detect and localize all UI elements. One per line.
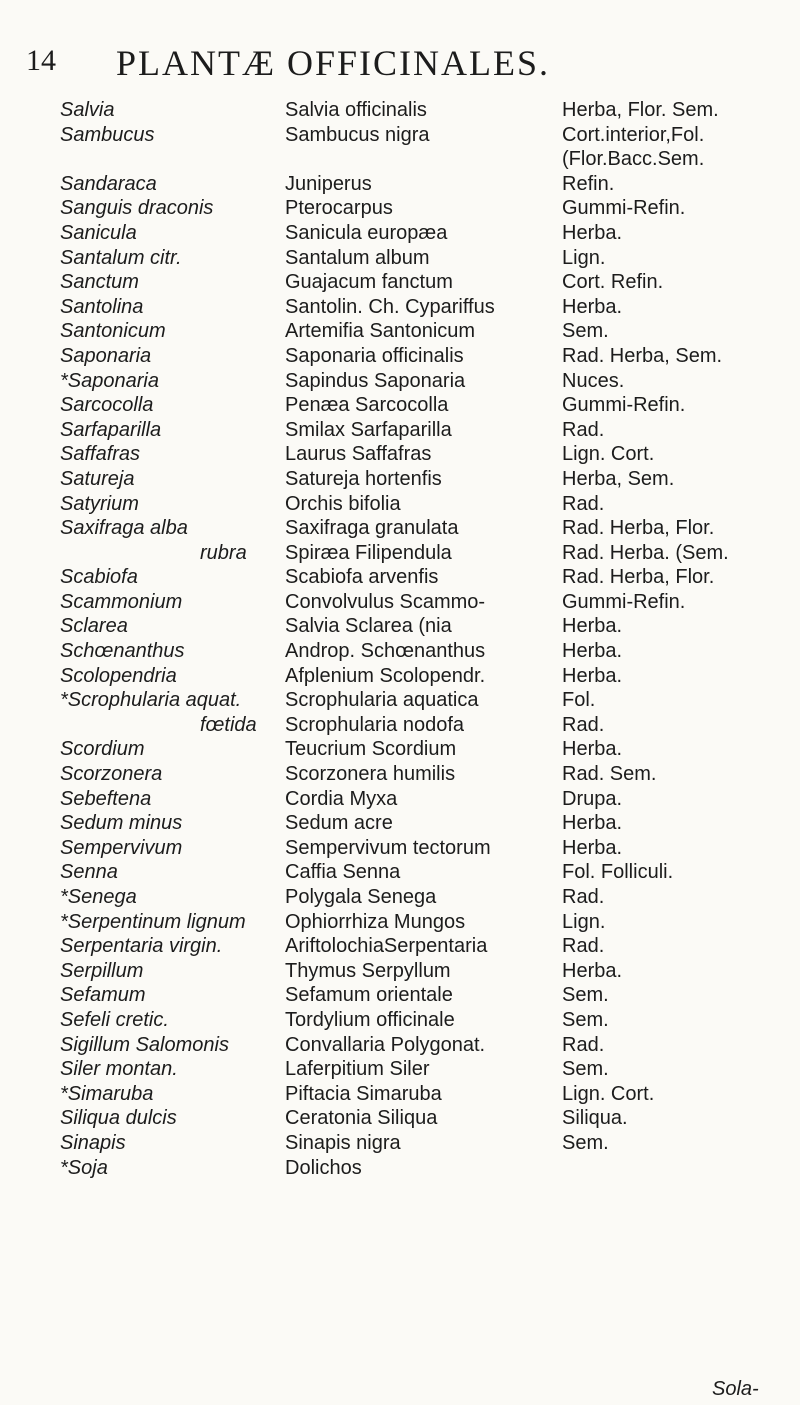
officinal-name: Siler montan. (60, 1058, 178, 1081)
plant-part: Cort.interior,Fol. (562, 123, 705, 146)
officinal-name: Scorzonera (60, 763, 163, 786)
plant-part: Drupa. (562, 787, 623, 810)
plant-part: Refin. (562, 172, 615, 195)
plant-part: Sem. (562, 320, 609, 343)
officinal-name: *Senega (60, 886, 137, 908)
plant-part: Fol. Folliculi. (562, 861, 674, 884)
botanical-name: Scabiofa arvenfis (285, 566, 439, 589)
botanical-name: Androp. Schœnanthus (285, 640, 486, 663)
botanical-name: Sinapis nigra (285, 1131, 401, 1154)
botanical-name: Laferpitium Siler (285, 1058, 430, 1081)
officinal-name: *Soja (60, 1156, 108, 1179)
list-item (0, 762, 800, 787)
botanical-name: Salvia Sclarea (nia (285, 615, 452, 638)
list-item (0, 516, 800, 541)
officinal-name: Sandaraca (60, 172, 157, 195)
officinal-name: Santonicum (60, 320, 166, 343)
plant-part: Rad. Herba. (Sem. (562, 541, 729, 564)
botanical-name: Dolichos (285, 1156, 362, 1179)
page-header (26, 34, 786, 84)
plant-part: Lign. (562, 246, 606, 269)
officinal-name: Sarfaparilla (60, 418, 162, 441)
officinal-name: Sebeftena (60, 787, 152, 810)
list-item (0, 1156, 800, 1181)
officinal-name: Sinapis (60, 1131, 126, 1154)
plant-part: Rad. (562, 492, 605, 515)
botanical-name: Sambucus nigra (285, 123, 430, 146)
plant-part: Cort. Refin. (562, 271, 664, 294)
plant-part: Lign. Cort. (562, 1082, 655, 1105)
officinal-name: Scordium (60, 738, 145, 761)
list-item (0, 590, 800, 615)
officinal-name: *Scrophularia aquat. (60, 689, 242, 712)
list-item (0, 688, 800, 713)
officinal-name: Sefeli cretic. (60, 1008, 169, 1031)
officinal-name: Senna (60, 861, 118, 884)
officinal-name: Sedum minus (60, 812, 183, 835)
list-item (0, 713, 800, 738)
list-item (0, 393, 800, 418)
list-item (0, 98, 800, 123)
plant-part: Gummi-Refin. (562, 590, 686, 613)
botanical-name: Salvia officinalis (285, 99, 427, 121)
list-item (0, 639, 800, 664)
botanical-name: Pterocarpus (285, 197, 393, 220)
list-item (0, 492, 800, 517)
list-item (0, 442, 800, 467)
list-item (0, 344, 800, 369)
botanical-name: Convolvulus Scammo- (285, 590, 486, 613)
botanical-name: Ophiorrhiza Mungos (285, 910, 466, 933)
plant-part: Herba. (562, 812, 623, 835)
botanical-name: Tordylium officinale (285, 1008, 455, 1031)
plant-part: Sem. (562, 1008, 609, 1031)
plant-part: Rad. (562, 418, 605, 441)
list-item (0, 541, 800, 566)
officinal-name: Sanctum (60, 271, 139, 294)
officinal-name: Serpillum (60, 959, 144, 982)
botanical-name: Satureja hortenfis (285, 467, 442, 490)
botanical-name: Guajacum fanctum (285, 271, 453, 294)
list-item (0, 910, 800, 935)
officinal-name: Santolina (60, 295, 144, 318)
botanical-name: Scrophularia nodofa (285, 713, 465, 736)
officinal-name: Sclarea (60, 615, 128, 638)
list-item (0, 147, 800, 172)
plant-part: Lign. Cort. (562, 443, 655, 466)
plant-part: Rad. (562, 886, 605, 908)
botanical-name: AriftolochiaSerpentaria (285, 935, 488, 958)
botanical-name: Santolin. Ch. Cypariffus (285, 295, 495, 318)
botanical-name: Scrophularia aquatica (285, 689, 479, 712)
botanical-name: Smilax Sarfaparilla (285, 418, 452, 441)
plant-part: Rad. Herba, Flor. (562, 517, 715, 540)
botanical-name: Artemifia Santonicum (285, 320, 476, 343)
plant-part: Rad. (562, 935, 605, 958)
officinal-name: fœtida (200, 713, 257, 736)
plant-part: Herba. (562, 664, 623, 687)
botanical-name: Sedum acre (285, 812, 393, 835)
list-item (0, 614, 800, 639)
botanical-name: Ceratonia Siliqua (285, 1107, 438, 1130)
list-item (0, 565, 800, 590)
plant-part: Herba. (562, 615, 623, 638)
list-item (0, 418, 800, 443)
plant-part: Nuces. (562, 369, 625, 392)
officinal-name: Sarcocolla (60, 394, 154, 417)
botanical-name: Caffia Senna (285, 861, 401, 884)
plant-part: Rad. (562, 1033, 605, 1056)
plant-part: (Flor.Bacc.Sem. (562, 148, 705, 171)
list-item (0, 467, 800, 492)
plant-part: Herba. (562, 738, 623, 761)
list-item (0, 860, 800, 885)
officinal-name: Sanguis draconis (60, 197, 214, 220)
list-item (0, 885, 800, 910)
plant-part: Rad. Herba, Sem. (562, 344, 723, 367)
list-item (0, 270, 800, 295)
list-item (0, 836, 800, 861)
botanical-name: Scorzonera humilis (285, 763, 456, 786)
list-item (0, 295, 800, 320)
officinal-name: Satureja (60, 467, 135, 490)
botanical-name: Laurus Saffafras (285, 443, 432, 466)
officinal-name: *Saponaria (60, 369, 159, 392)
list-item (0, 1082, 800, 1107)
list-item (0, 959, 800, 984)
botanical-name: Saxifraga granulata (285, 517, 459, 540)
plant-part: Sem. (562, 1058, 609, 1081)
plant-part: Rad. Sem. (562, 763, 657, 786)
officinal-name: Sefamum (60, 984, 146, 1007)
officinal-name: Sigillum Salomonis (60, 1033, 229, 1056)
catchword: Sola- (712, 1378, 759, 1400)
list-item (0, 787, 800, 812)
plant-part: Fol. (562, 689, 596, 712)
officinal-name: Saponaria (60, 344, 152, 367)
plant-part: Herba. (562, 295, 623, 318)
officinal-name: Salvia (60, 99, 115, 121)
list-item (0, 664, 800, 689)
plant-part: Herba. (562, 836, 623, 859)
officinal-name: Schœnanthus (60, 640, 185, 663)
plant-part: Herba, Sem. (562, 467, 675, 490)
botanical-name: Cordia Myxa (285, 787, 398, 810)
officinal-name: Satyrium (60, 492, 139, 515)
list-item (0, 1008, 800, 1033)
officinal-name: Sanicula (60, 221, 137, 244)
botanical-name: Piftacia Simaruba (285, 1082, 442, 1105)
list-item (0, 246, 800, 271)
officinal-name: *Serpentinum lignum (60, 910, 246, 933)
plant-part: Siliqua. (562, 1107, 628, 1130)
officinal-name: Saffafras (60, 443, 141, 466)
plant-part: Gummi-Refin. (562, 394, 686, 417)
officinal-name: Santalum citr. (60, 246, 182, 269)
list-item (0, 1106, 800, 1131)
botanical-name: Penæa Sarcocolla (285, 394, 449, 417)
plant-part: Rad. Herba, Flor. (562, 566, 715, 589)
botanical-name: Teucrium Scordium (285, 738, 457, 761)
plant-part: Herba. (562, 221, 623, 244)
botanical-name: Santalum album (285, 246, 430, 269)
plant-list (0, 98, 800, 1180)
list-item (0, 811, 800, 836)
list-item (0, 319, 800, 344)
page-number: 14 (26, 44, 56, 77)
plant-part: Rad. (562, 713, 605, 736)
officinal-name: Saxifraga alba (60, 517, 188, 540)
running-title: PLANTÆ OFFICINALES. (116, 43, 551, 83)
botanical-name: Polygala Senega (285, 886, 437, 908)
list-item (0, 1131, 800, 1156)
botanical-name: Sapindus Saponaria (285, 369, 466, 392)
officinal-name: Siliqua dulcis (60, 1107, 177, 1130)
plant-part: Gummi-Refin. (562, 197, 686, 220)
officinal-name: rubra (200, 541, 247, 564)
list-item (0, 983, 800, 1008)
plant-part: Herba, Flor. Sem. (562, 99, 719, 121)
plant-part: Sem. (562, 984, 609, 1007)
list-item (0, 369, 800, 394)
botanical-name: Orchis bifolia (285, 492, 401, 515)
botanical-name: Juniperus (285, 172, 372, 195)
list-item (0, 221, 800, 246)
plant-part: Herba. (562, 959, 623, 982)
officinal-name: Scolopendria (60, 664, 177, 687)
botanical-name: Afplenium Scolopendr. (285, 664, 486, 687)
officinal-name: Sempervivum (60, 836, 183, 859)
list-item (0, 196, 800, 221)
plant-part: Herba. (562, 640, 623, 663)
list-item (0, 1057, 800, 1082)
botanical-name: Sempervivum tectorum (285, 836, 491, 859)
botanical-name: Convallaria Polygonat. (285, 1033, 486, 1056)
officinal-name: Serpentaria virgin. (60, 935, 223, 958)
officinal-name: Sambucus (60, 123, 155, 146)
list-item (0, 934, 800, 959)
botanical-name: Spiræa Filipendula (285, 541, 452, 564)
officinal-name: Scabiofa (60, 566, 138, 589)
list-item (0, 1033, 800, 1058)
officinal-name: Scammonium (60, 590, 183, 613)
botanical-name: Saponaria officinalis (285, 344, 464, 367)
plant-part: Sem. (562, 1131, 609, 1154)
botanical-name: Sefamum orientale (285, 984, 453, 1007)
list-item (0, 123, 800, 148)
botanical-name: Thymus Serpyllum (285, 959, 451, 982)
list-item (0, 172, 800, 197)
officinal-name: *Simaruba (60, 1082, 154, 1105)
list-item (0, 737, 800, 762)
plant-part: Lign. (562, 910, 606, 933)
botanical-name: Sanicula europæa (285, 221, 448, 244)
